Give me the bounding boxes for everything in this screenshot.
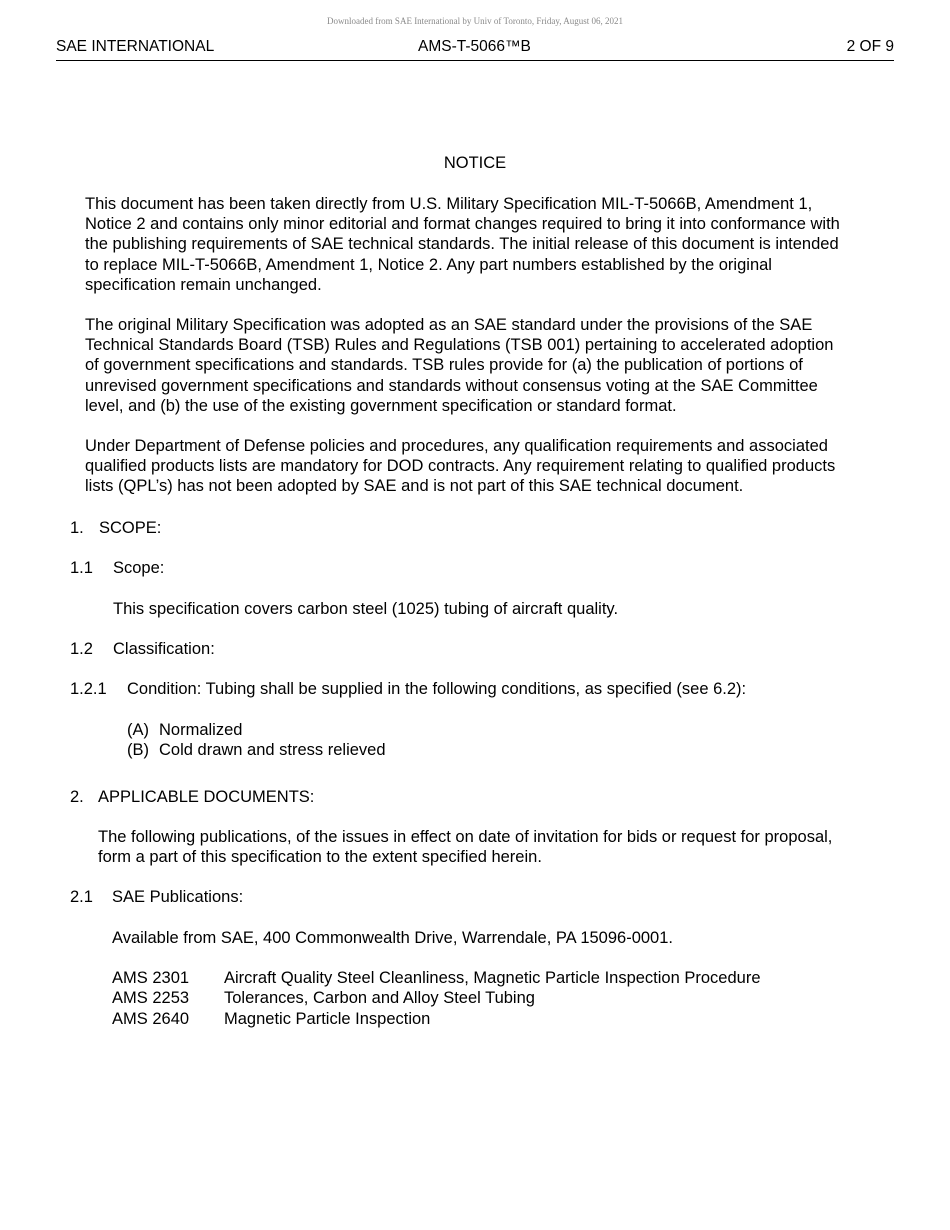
text-line: form a part of this specification to the extent specified herein. (98, 848, 542, 867)
section-body: Available from SAE, 400 Commonwealth Drive, Warrendale, PA 15096-0001. (112, 929, 673, 947)
text-line: level, and (b) the use of the existing government specification or standard format. (85, 396, 677, 415)
section-number: 1.2.1 (70, 680, 107, 698)
notice-paragraph (85, 194, 840, 295)
text-line: of government specifications and standards. TSB rules provide for (a) the publication of portions of (85, 356, 803, 375)
text-line: lists (QPL’s) has not been adopted by SAE and is not part of this SAE technical document. (85, 477, 744, 496)
reference-code: AMS 2301 (112, 969, 190, 987)
page-header (56, 38, 894, 61)
text-line: the publishing requirements of SAE technical standards. The initial release of this document is intended (85, 235, 839, 254)
section-title: Classification: (113, 640, 215, 658)
section-number: 1. (70, 519, 84, 537)
section-number: 1.1 (70, 559, 93, 577)
section-title: Condition: Tubing shall be supplied in the following conditions, as specified (see 6.2): (127, 680, 747, 698)
reference-title: Aircraft Quality Steel Cleanliness, Magnetic Particle Inspection Procedure (224, 969, 761, 987)
header-document-number: AMS-T-5066™B (418, 38, 531, 55)
section-number: 1.2 (70, 640, 93, 658)
section-title: APPLICABLE DOCUMENTS: (98, 788, 315, 806)
section-number: 2. (70, 788, 84, 806)
section-title: Scope: (113, 559, 165, 577)
list-item-label: (B) (127, 741, 149, 759)
text-line: This document has been taken directly from U.S. Military Specification MIL-T-5066B, Amendment 1, (85, 195, 813, 213)
header-page-number: 2 OF 9 (846, 38, 894, 55)
list-item-text: Cold drawn and stress relieved (159, 741, 386, 759)
reference-title: Tolerances, Carbon and Alloy Steel Tubing (224, 989, 535, 1007)
text-line: The following publications, of the issues in effect on date of invitation for bids or request for proposal, (98, 828, 833, 846)
section-title: SCOPE: (99, 519, 162, 537)
section-body: This specification covers carbon steel (1025) tubing of aircraft quality. (113, 600, 619, 618)
section-number: 2.1 (70, 888, 93, 906)
reference-code: AMS 2253 (112, 989, 190, 1007)
list-item-label: (A) (127, 721, 149, 739)
notice-title: NOTICE (443, 154, 507, 172)
section-body (98, 827, 832, 867)
text-line: to replace MIL-T-5066B, Amendment 1, Notice 2. Any part numbers established by the original (85, 255, 772, 274)
notice-paragraph (85, 315, 833, 416)
list-item-text: Normalized (159, 721, 243, 739)
text-line: qualified products lists are mandatory for DOD contracts. Any requirement relating to qualified products (85, 457, 836, 476)
text-line: specification remain unchanged. (85, 275, 322, 294)
reference-code: AMS 2640 (112, 1010, 190, 1028)
notice-paragraph (85, 436, 835, 497)
text-line: Technical Standards Board (TSB) Rules and Regulations (TSB 001) pertaining to accelerated adoption (85, 336, 834, 355)
text-line: Notice 2 and contains only minor editorial and format changes required to bring it into conformance with (85, 215, 840, 234)
text-line: unrevised government specifications and standards without consensus voting at the SAE Committee (85, 376, 818, 395)
text-line: The original Military Specification was adopted as an SAE standard under the provisions of the SAE (85, 316, 813, 334)
header-publisher: SAE INTERNATIONAL (56, 38, 215, 55)
text-line: Under Department of Defense policies and procedures, any qualification requirements and associated (85, 437, 828, 455)
reference-title: Magnetic Particle Inspection (224, 1010, 431, 1028)
section-title: SAE Publications: (112, 888, 244, 906)
download-watermark: Downloaded from SAE International by Univ of Toronto, Friday, August 06, 2021 (326, 16, 624, 26)
